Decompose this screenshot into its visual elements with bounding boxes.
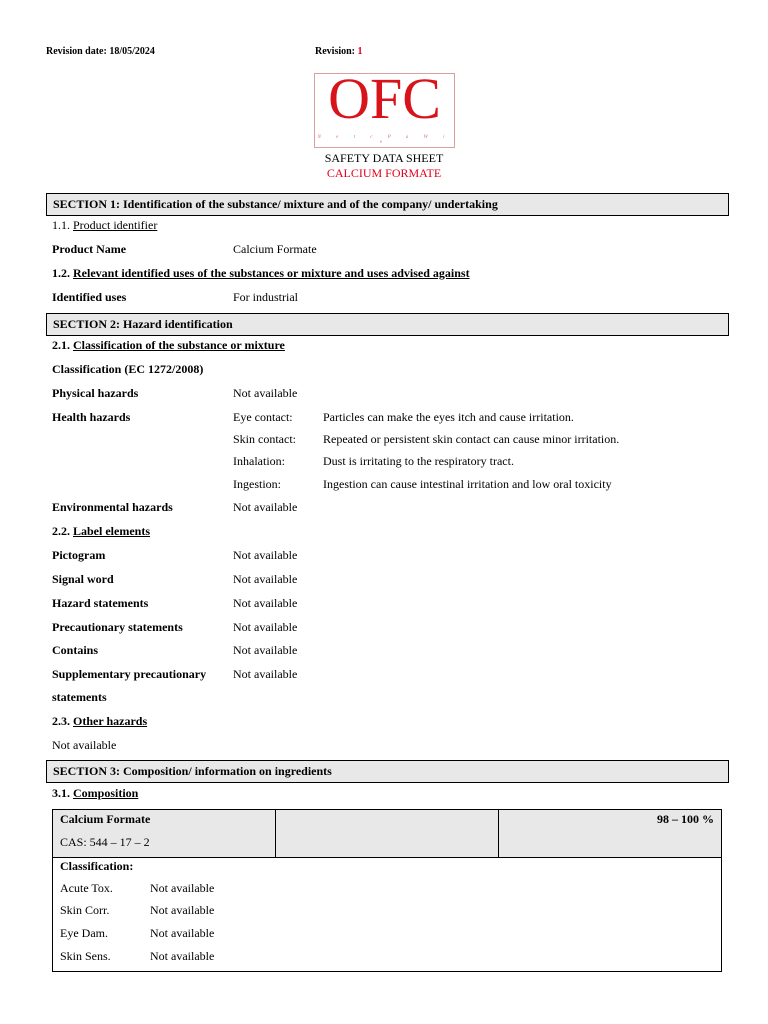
composition-header-row <box>53 810 721 858</box>
hazard-class-label: Eye Dam. <box>60 926 108 940</box>
health-hazards-label: Health hazards <box>52 410 131 424</box>
subsection-title: Label elements <box>73 524 150 538</box>
environmental-hazards-value: Not available <box>233 500 298 514</box>
physical-hazards-label: Physical hazards <box>52 386 139 400</box>
section-3-heading: SECTION 3: Composition/ information on ingredients <box>46 760 729 783</box>
label-element-name: Pictogram <box>52 548 106 562</box>
section-1-heading: SECTION 1: Identification of the substance/ mixture and of the company/ undertaking <box>46 193 729 216</box>
identified-uses-label: Identified uses <box>52 290 127 304</box>
health-effect: Dust is irritating to the respiratory tract. <box>323 454 514 468</box>
subsection-title: Other hazards <box>73 714 148 728</box>
column-divider <box>498 810 499 857</box>
label-element-value: Not available <box>233 548 298 562</box>
label-element-name: Precautionary statements <box>52 620 183 634</box>
subsection-title: Product identifier <box>73 218 158 232</box>
health-effect: Repeated or persistent skin contact can cause minor irritation. <box>323 432 620 446</box>
product-name-value: Calcium Formate <box>233 242 317 256</box>
column-divider <box>275 810 276 857</box>
revision-number: 1 <box>357 46 363 57</box>
label-element-name-cont: statements <box>52 690 107 704</box>
label-element-name: Signal word <box>52 572 114 586</box>
hazard-class-label: Acute Tox. <box>60 881 113 895</box>
label-element-name: Supplementary precautionary <box>52 667 207 681</box>
revision <box>315 46 363 57</box>
product-name-label: Product Name <box>52 242 127 256</box>
hazard-class-value: Not available <box>150 949 215 963</box>
hazard-class-value: Not available <box>150 926 215 940</box>
hazard-class-value: Not available <box>150 881 215 895</box>
subsection-number: 1.2. <box>52 266 73 280</box>
hazard-class-value: Not available <box>150 903 215 917</box>
subsection-title: Classification of the substance or mixture <box>73 338 285 352</box>
health-route: Inhalation: <box>233 454 285 468</box>
label-element-name: Contains <box>52 643 99 657</box>
logo-text: OFC <box>328 66 441 131</box>
subsection-number: 2.3. <box>52 714 73 728</box>
label-element-name: Hazard statements <box>52 596 149 610</box>
health-route: Eye contact: <box>233 410 293 424</box>
subsection-title: Relevant identified uses of the substances or mixture and uses advised against <box>73 266 470 280</box>
health-effect: Particles can make the eyes itch and cause irritation. <box>323 410 574 424</box>
revision-label: Revision: <box>315 46 358 57</box>
label-element-value: Not available <box>233 667 298 681</box>
subsection-number: 2.2. <box>52 524 73 538</box>
identified-uses-value: For industrial <box>233 290 298 304</box>
subsection-3-1 <box>52 786 138 800</box>
hazard-class-label: Skin Sens. <box>60 949 111 963</box>
label-element-value: Not available <box>233 572 298 586</box>
environmental-hazards-label: Environmental hazards <box>52 500 173 514</box>
classification-label: Classification (EC 1272/2008) <box>52 362 204 376</box>
health-route: Ingestion: <box>233 477 281 491</box>
subsection-title: Composition <box>73 786 139 800</box>
physical-hazards-value: Not available <box>233 386 298 400</box>
classification-heading: Classification: <box>60 859 134 873</box>
cas-number: CAS: 544 – 17 – 2 <box>60 835 150 849</box>
concentration: 98 – 100 % <box>657 812 714 826</box>
health-effect: Ingestion can cause intestinal irritation and low oral toxicity <box>323 477 612 491</box>
subsection-number: 3.1. <box>52 786 73 800</box>
subsection-number: 1.1. <box>52 218 73 232</box>
doc-title: SAFETY DATA SHEET <box>324 151 444 165</box>
composition-table <box>52 809 722 972</box>
subsection-2-2 <box>52 524 150 538</box>
subsection-1-2 <box>52 266 470 280</box>
product-title: CALCIUM FORMATE <box>326 166 442 180</box>
subsection-1-1 <box>52 218 157 232</box>
subsection-2-3 <box>52 714 147 728</box>
label-element-value: Not available <box>233 643 298 657</box>
section-2-heading: SECTION 2: Hazard identification <box>46 313 729 336</box>
health-route: Skin contact: <box>233 432 296 446</box>
label-element-value: Not available <box>233 596 298 610</box>
substance-name: Calcium Formate <box>60 812 151 826</box>
revision-date: Revision date: 18/05/2024 <box>46 46 155 57</box>
company-logo <box>314 66 455 148</box>
subsection-2-1 <box>52 338 285 352</box>
logo-subtext: N e t c P a W i e <box>317 135 452 145</box>
other-hazards-value: Not available <box>52 738 117 752</box>
subsection-number: 2.1. <box>52 338 73 352</box>
hazard-class-label: Skin Corr. <box>60 903 110 917</box>
label-element-value: Not available <box>233 620 298 634</box>
